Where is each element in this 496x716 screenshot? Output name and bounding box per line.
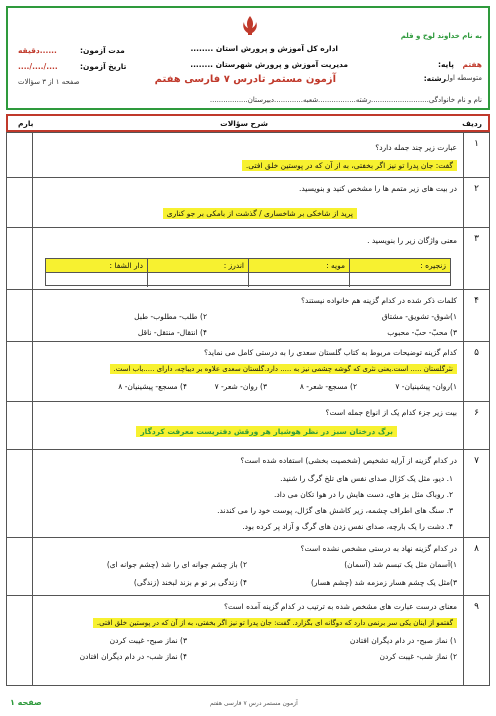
question-highlight: پرید از شاخکی بر شاخساری / گذشت از بامکی بر جو کناری — [163, 208, 357, 219]
date-label: تاریخ آزمون: — [80, 62, 127, 71]
vocab-cell: مویه : — [248, 259, 349, 272]
question-highlight: نثرگلستان ..... است.یعنی نثری که گوشه چشمی نیز به ..... دارد.گلستان سعدی علاوه بر دیباچه، دارای .....باب است. — [110, 364, 458, 374]
option-3[interactable]: ۳) روان- شعر- ۷ — [214, 382, 267, 391]
question-2 — [6, 178, 490, 228]
page-info: صفحه ۱ از ۳ سؤالات — [18, 78, 80, 86]
vocab-cell: زنجیره : — [349, 259, 450, 272]
option-3[interactable]: ۳. سنگ های اطراف چشمه، زیر کاشش های گژال، پوست خود را می کندند. — [217, 506, 453, 515]
option-1[interactable]: ۱. دیو، مثل یک کژال صدای نفس های تلخ گرگ را شنید. — [280, 474, 453, 483]
score-cell — [7, 450, 33, 537]
option-2[interactable]: ۲) طلب- مطلوب- طبل — [134, 312, 207, 321]
iran-emblem-icon — [234, 14, 266, 38]
option-3[interactable]: ۳)مثل یک چشم هسار زمزمه شد (چشم هسار) — [310, 578, 457, 587]
option-2[interactable]: ۲. روباک مثل بز های، دست هایش را در هوا تکان می داد. — [274, 490, 453, 499]
question-number: ۷ — [463, 450, 489, 537]
date-value: ..../..../.... — [18, 62, 58, 71]
vocab-cell: اندرز : — [147, 259, 248, 272]
score-cell — [7, 342, 33, 401]
page-number: صفحه ۱ — [10, 698, 42, 707]
option-3[interactable]: ۳) محبّ- حبّ- محبوب — [387, 328, 457, 337]
exam-header — [6, 6, 490, 110]
question-number: ۵ — [463, 342, 489, 401]
question-number: ۱ — [463, 133, 489, 177]
question-9 — [6, 596, 490, 686]
question-number: ۸ — [463, 538, 489, 595]
question-number: ۲ — [463, 178, 489, 227]
major-value: متوسطه اول — [444, 74, 482, 82]
question-highlight: گفت: جان پدرا تو نیز اگر بخفتی، به از آن که در پوستین خلق افتی. — [242, 160, 457, 171]
option-1[interactable]: ۱) نماز صبح- در دام دیگران افتادن — [349, 636, 457, 645]
major-label: رشته: — [423, 74, 446, 83]
option-4[interactable]: ۴) نماز شب- در دام دیگران افتادن — [79, 652, 187, 661]
question-number: ۳ — [463, 228, 489, 289]
option-1[interactable]: ۱)شوق- تشویق- مشتاق — [381, 312, 457, 321]
question-text: کدام گزینه توضیحات مربوط به کتاب گلستان سعدی را به درستی کامل می نماید؟ — [203, 348, 457, 357]
answer-cell[interactable] — [147, 273, 248, 287]
basmala: به نام خداوند لوح و قلم — [400, 32, 482, 40]
option-2[interactable]: ۲) باز چشم جوانه ای را شد (چشم جوانه ای) — [106, 560, 247, 569]
question-number: ۴ — [463, 290, 489, 341]
col-score: بارم — [18, 118, 34, 128]
org-line-2: مدیریت آموزش و پرورش شهرستان ........ — [190, 60, 348, 69]
option-1[interactable]: ۱)روان- پیشینیان- ۷ — [395, 382, 457, 391]
answer-cell[interactable] — [248, 273, 349, 287]
option-4[interactable]: ۴) انتقال- منتقل- ناقل — [137, 328, 207, 337]
col-description: شرح سؤالات — [220, 118, 268, 128]
questions-table-header — [6, 114, 490, 132]
question-number: ۶ — [463, 402, 489, 449]
answer-cell[interactable] — [46, 273, 147, 287]
score-cell — [7, 596, 33, 685]
answer-cell[interactable] — [349, 273, 450, 287]
question-highlight: برگ درختان سبز در نظر هوشیار هر ورقش دفتریست معرفت کردگار — [136, 426, 397, 437]
question-text: عبارت زیر چند جمله دارد؟ — [375, 143, 457, 152]
question-text: در کدام گزینه نهاد به درستی مشخص نشده است؟ — [300, 544, 457, 553]
question-text: کلمات ذکر شده در کدام گزینه هم خانواده نیستند؟ — [301, 296, 457, 305]
option-4[interactable]: ۴) زندگی بر تو م بزند لبخند (زندگی) — [133, 578, 247, 587]
option-3[interactable]: ۳) نماز صبح- غیبت کردن — [109, 636, 187, 645]
question-text: معنای درست عبارت های مشخص شده به ترتیب در کدام گزینه آمده است؟ — [224, 602, 457, 611]
question-number: ۹ — [463, 596, 489, 685]
question-8 — [6, 538, 490, 596]
option-4[interactable]: ۴. دشت را یک بارچه، صدای نفس زدن های گرگ و آزاد پر کرده بود. — [242, 522, 453, 531]
option-1[interactable]: ۱)آسمان مثل یک تبسم شد (آسمان) — [344, 560, 457, 569]
vocab-cell: دار الشفا : — [109, 261, 143, 270]
question-4 — [6, 290, 490, 342]
grade-label: پایه: — [438, 60, 454, 69]
question-text: بیت زیر جزء کدام یک از انواع جمله است؟ — [325, 408, 457, 417]
score-cell — [7, 178, 33, 227]
question-text: معنی واژگان زیر را بنویسید . — [367, 236, 457, 245]
duration-label: مدت آزمون: — [80, 46, 125, 55]
question-highlight: گفتمو از اینان یکی سر برنمی دارد که دوگانه ای بگزارد. گفت: جان پدرا تو نیز اگر بخفتی، به از آن که در پوستین خلق افتی. — [93, 618, 457, 628]
score-cell — [7, 228, 33, 289]
footer-note: آزمون مستمر درس ۷ فارسی هفتم — [210, 700, 298, 707]
col-radif: ردیف — [462, 118, 482, 128]
question-text: در کدام گزینه از آرایه تشخیص (شخصیت بخشی) استفاده شده است؟ — [240, 456, 457, 465]
question-5 — [6, 342, 490, 402]
option-2[interactable]: ۲) مسجع- شعر- ۸ — [299, 382, 357, 391]
exam-title: آزمون مستمر تادرس ۷ فارسی هفتم — [154, 74, 336, 85]
question-3 — [6, 228, 490, 290]
question-7 — [6, 450, 490, 538]
duration-value: ......دقیقه — [18, 46, 57, 55]
score-cell — [7, 538, 33, 595]
vocab-table — [45, 258, 451, 286]
question-text: در بیت های زیر متمم ها را مشخص کنید و بنویسید. — [298, 184, 457, 193]
org-line-1: اداره کل آموزش و پرورش استان ........ — [190, 44, 338, 53]
score-cell — [7, 290, 33, 341]
student-info-line: نام و نام خانوادگی..........................رشته.................شعبه.............دبیرستان................. — [209, 96, 482, 104]
option-2[interactable]: ۲) نماز شب- غیبت کردن — [379, 652, 457, 661]
score-cell — [7, 402, 33, 449]
score-cell — [7, 133, 33, 177]
question-1 — [6, 132, 490, 178]
question-6 — [6, 402, 490, 450]
grade-value: هفتم — [462, 60, 482, 69]
option-4[interactable]: ۴) مسجع- پیشینیان- ۸ — [118, 382, 187, 391]
